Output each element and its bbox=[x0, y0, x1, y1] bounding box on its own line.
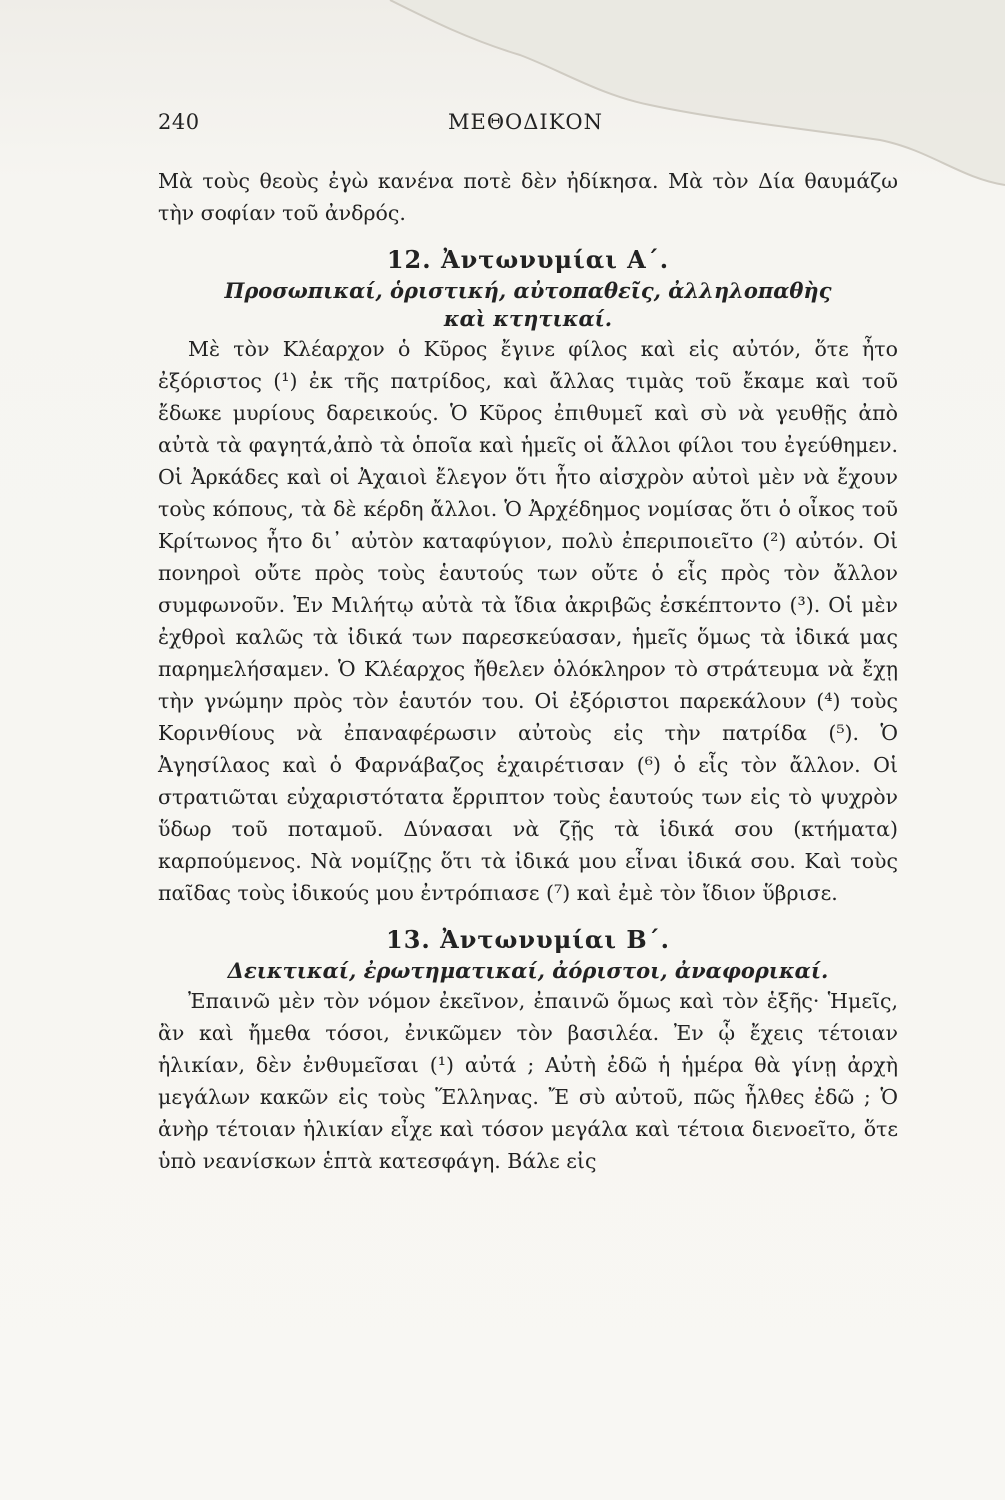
running-head: ΜΕΘΟΔΙΚΟΝ bbox=[448, 110, 604, 134]
section-12-title: 12. Ἀντωνυμίαι Α΄. bbox=[386, 245, 670, 274]
section-12-paragraph: Μὲ τὸν Κλέαρχον ὁ Κῦρος ἔγινε φίλος καὶ εἰς αὐτόν, ὅτε ἦτο ἐξόριστος (¹) ἐκ τῆς πατρίδος, καὶ ἄλλας τιμὰς τοῦ ἔκαμε καὶ τοῦ ἔδωκε μυρίους δαρεικούς. Ὁ Κῦρος ἐπιθυμεῖ καὶ σὺ νὰ γευθῇς ἀπὸ αὐτὰ τὰ φαγητά,ἀπὸ τὰ ὁποῖα καὶ ἡμεῖς οἱ ἄλλοι φίλοι του ἐγεύθημεν. Οἱ Ἀρκάδες καὶ οἱ Ἀχαιοὶ ἔλεγον ὅτι ἦτο αἰσχρὸν αὐτοὶ μὲν νὰ ἔχουν τοὺς κόπους, τὰ δὲ κέρδη ἄλλοι. Ὁ Ἀρχέδημος νομίσας ὅτι ὁ οἶκος τοῦ Κρίτωνος ἦτο δι᾽ αὐτὸν καταφύγιον, πολὺ ἐπεριποιεῖτο (²) αὐτόν. Οἱ πονηροὶ οὔτε πρὸς τοὺς ἑαυτούς των οὔτε ὁ εἷς πρὸς τὸν ἄλλον συμφωνοῦν. Ἐν Μιλήτῳ αὐτὰ τὰ ἴδια ἀκριβῶς ἐσκέπτοντο (³). Οἱ μὲν ἐχθροὶ καλῶς τὰ ἰδικά των παρεσκεύασαν, ἡμεῖς ὅμως τὰ ἰδικά μας παρημελήσαμεν. Ὁ Κλέαρχος ἤθελεν ὁλόκληρον τὸ στράτευμα νὰ ἔχῃ τὴν γνώμην πρὸς τὸν ἑαυτόν του. Οἱ ἐξόριστοι παρεκάλουν (⁴) τοὺς Κορινθίους νὰ ἐπαναφέρωσιν αὐτοὺς εἰς τὴν πατρίδα (⁵). Ὁ Ἀγησίλαος καὶ ὁ Φαρνάβαζος ἐχαιρέτισαν (⁶) ὁ εἷς τὸν ἄλλον. Οἱ στρατιῶται εὐχαριστότατα ἔρριπτον τοὺς ἑαυτούς των εἰς τὸ ψυχρὸν ὕδωρ τοῦ ποταμοῦ. Δύνασαι νὰ ζῇς τὰ ἰδικά σου (κτήματα) καρπούμενος. Νὰ νομίζῃς ὅτι τὰ ἰδικά μου εἶναι ἰδικά σου. Καὶ τοὺς παῖδας τοὺς ἰδικούς μου ἐντρόπιασε (⁷) καὶ ἐμὲ τὸν ἴδιον ὕβρισε. bbox=[158, 337, 898, 905]
section-12-subtitle-line2: καὶ κτητικαί. bbox=[443, 306, 613, 331]
section-13-subtitle: Δεικτικαί, ἐρωτηματικαί, ἀόριστοι, ἀναφορικαί. bbox=[227, 958, 829, 983]
section-13-title: 13. Ἀντωνυμίαι Β΄. bbox=[386, 925, 670, 954]
section-13-paragraph: Ἐπαινῶ μὲν τὸν νόμον ἐκεῖνον, ἐπαινῶ ὅμως καὶ τὸν ἑξῆς· Ἡμεῖς, ἂν καὶ ἤμεθα τόσοι, ἐνικῶμεν τὸν βασιλέα. Ἐν ᾧ ἔχεις τέτοιαν ἡλικίαν, δὲν ἐνθυμεῖσαι (¹) αὐτά ; Αὐτὴ ἐδῶ ἡ ἡμέρα θὰ γίνῃ ἀρχὴ μεγάλων κακῶν εἰς τοὺς Ἕλληνας. Ἔ σὺ αὐτοῦ, πῶς ἦλθες ἐδῶ ; Ὁ ἀνὴρ τέτοιαν ἡλικίαν εἶχε καὶ τόσον μεγάλα καὶ τέτοια διενοεῖτο, ὅτε ὑπὸ νεανίσκων ἑπτὰ κατεσφάγη. Βάλε εἰς bbox=[158, 989, 898, 1173]
intro-paragraph: Μὰ τοὺς θεοὺς ἐγὼ κανένα ποτὲ δὲν ἠδίκησα. Μὰ τὸν Δία θαυμάζω τὴν σοφίαν τοῦ ἀνδρός. bbox=[158, 169, 898, 225]
page-header bbox=[158, 110, 908, 150]
page-number: 240 bbox=[158, 110, 200, 134]
section-12-subtitle-line1: Προσωπικαί, ὁριστική, αὐτοπαθεῖς, ἀλληλοπαθὴς bbox=[224, 278, 832, 303]
body-text bbox=[158, 165, 898, 1177]
